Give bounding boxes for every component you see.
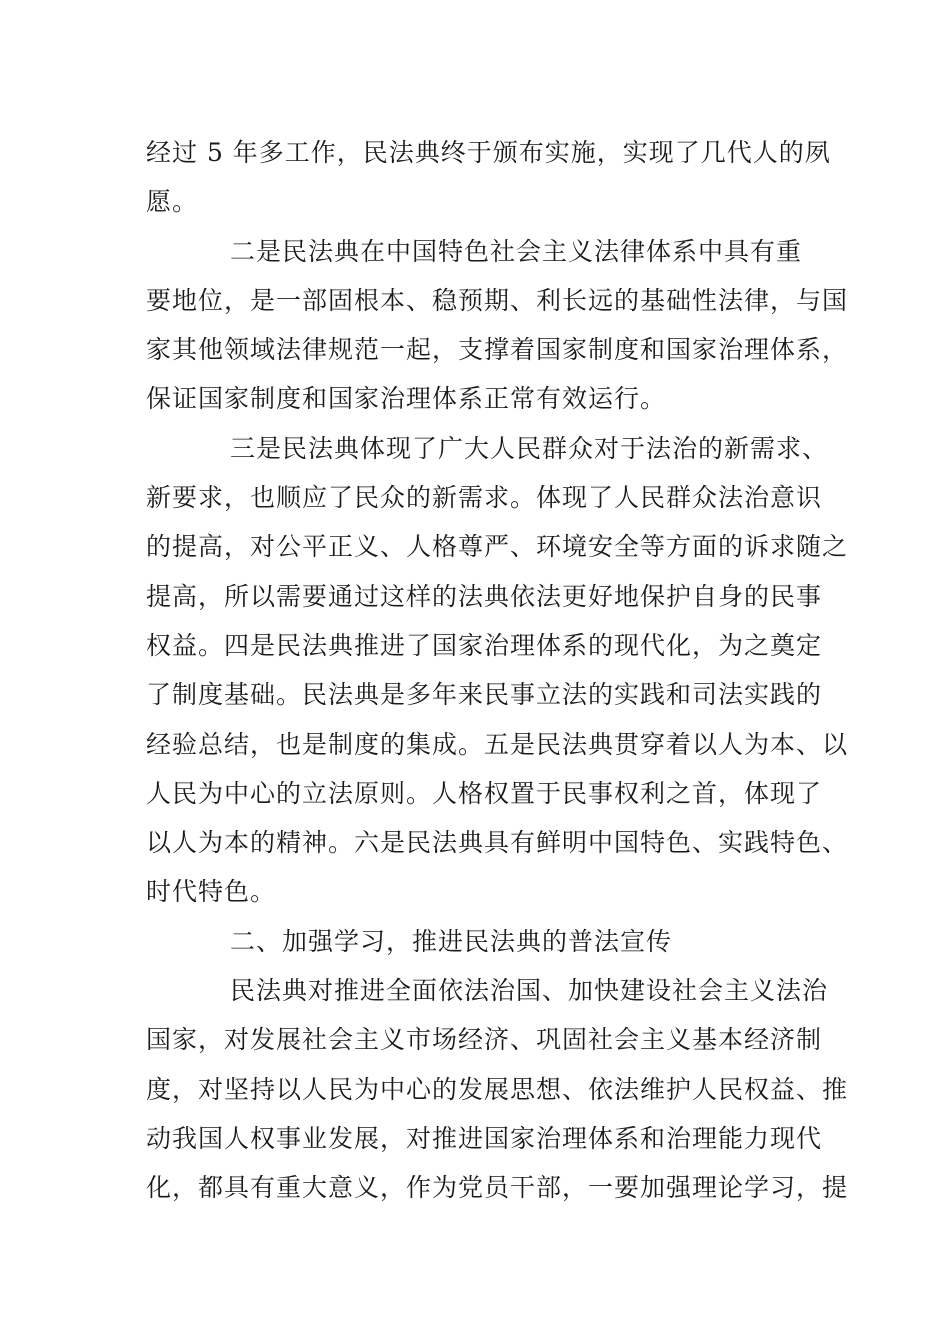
paragraph-start-line: 二是民法典在中国特色社会主义法律体系中具有重 (230, 236, 803, 266)
text-line: 家其他领域法律规范一起，支撑着国家制度和国家治理体系， (146, 335, 849, 365)
text-line: 度，对坚持以人民为中心的发展思想、依法维护人民权益、推 (146, 1074, 849, 1104)
text-line: 要地位，是一部固根本、稳预期、利长远的基础性法律，与国 (146, 285, 849, 315)
text-line: 提高，所以需要通过这样的法典依法更好地保护自身的民事 (146, 581, 823, 611)
text-line: 以人为本的精神。六是民法典具有鲜明中国特色、实践特色、 (146, 828, 849, 858)
text-line: 经过 5 年多工作，民法典终于颁布实施，实现了几代人的夙 (146, 138, 831, 167)
text-line: 了制度基础。民法典是多年来民事立法的实践和司法实践的 (146, 680, 823, 710)
paragraph-start-line: 民法典对推进全面依法治国、加快建设社会主义法治 (230, 976, 829, 1006)
text-line: 权益。四是民法典推进了国家治理体系的现代化，为之奠定 (146, 630, 823, 660)
text-line: 经验总结，也是制度的集成。五是民法典贯穿着以人为本、以 (146, 729, 849, 759)
text-line: 动我国人权事业发展，对推进国家治理体系和治理能力现代 (146, 1123, 823, 1153)
text-line: 愿。 (146, 187, 199, 217)
text-line: 人民为中心的立法原则。人格权置于民事权利之首，体现了 (146, 778, 823, 808)
text-line: 化，都具有重大意义，作为党员干部，一要加强理论学习，提 (146, 1173, 849, 1203)
paragraph-start-line: 三是民法典体现了广大人民群众对于法治的新需求、 (230, 433, 829, 463)
section-heading: 二、加强学习，推进民法典的普法宣传 (230, 926, 673, 956)
text-line: 的提高，对公平正义、人格尊严、环境安全等方面的诉求随之 (146, 532, 849, 562)
document-body (146, 128, 849, 1213)
text-line: 国家，对发展社会主义市场经济、巩固社会主义基本经济制 (146, 1025, 823, 1055)
text-line: 新要求，也顺应了民众的新需求。体现了人民群众法治意识 (146, 483, 823, 513)
text-line: 保证国家制度和国家治理体系正常有效运行。 (146, 384, 667, 414)
text-line: 时代特色。 (146, 877, 277, 907)
